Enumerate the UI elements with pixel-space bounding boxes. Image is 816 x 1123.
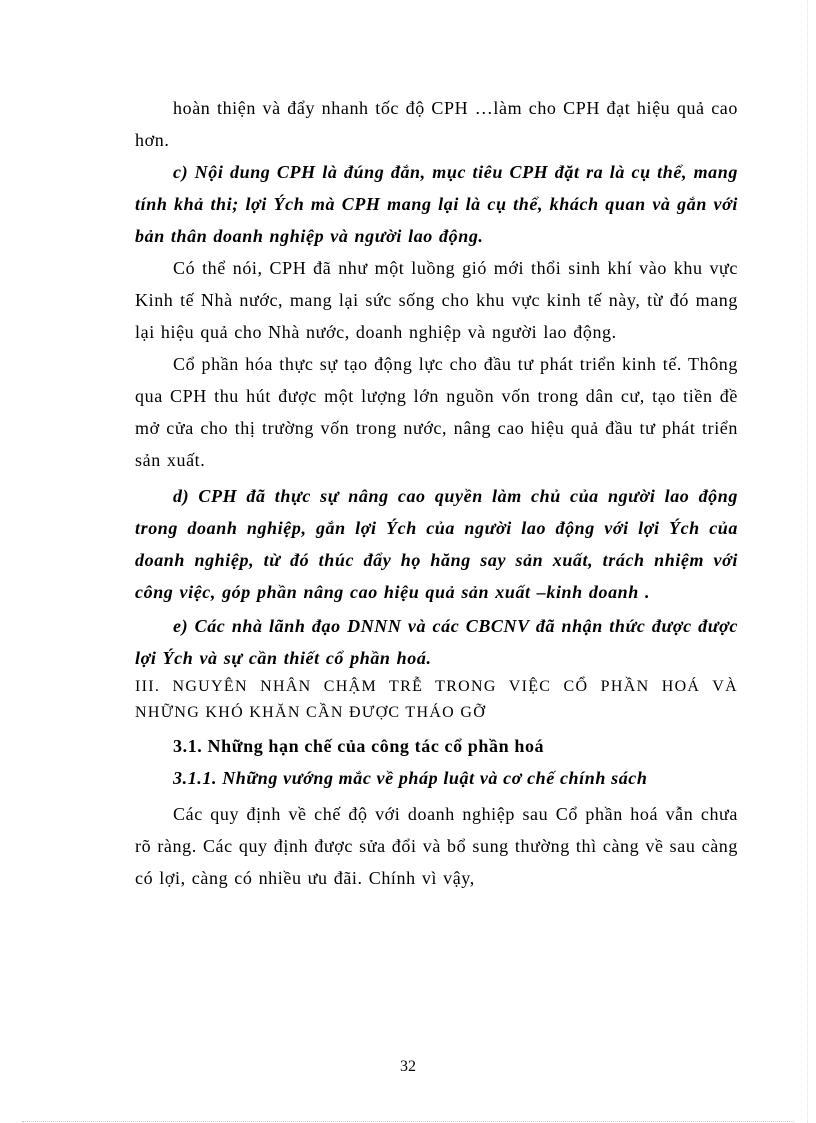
paragraph-regulations: Các quy định về chế độ với doanh nghiệp sau Cổ phần hoá vẫn chưa rõ ràng. Các quy định được sửa đổi và bổ sung thường thì càng về sau càng có lợi, càng có nhiều ưu đãi. Chính vì vậy, bbox=[135, 804, 738, 888]
paragraph-point-e: e) Các nhà lãnh đạo DNNN và các CBCNV đã nhận thức được được lợi Ých và sự cần thiết cổ phần hoá. bbox=[135, 616, 738, 668]
paragraph-new-wind: Có thể nói, CPH đã như một luồng gió mới thổi sinh khí vào khu vực Kinh tế Nhà nước, mang lại sức sống cho khu vực kinh tế này, từ đó mang lại hiệu quả cho Nhà nước, doanh nghiệp và người lao động. bbox=[135, 258, 738, 342]
page-body bbox=[135, 92, 738, 894]
paragraph-point-c: c) Nội dung CPH là đúng đắn, mục tiêu CPH đặt ra là cụ thể, mang tính khả thi; lợi Ých mà CPH mang lại là cụ thể, khách quan và gắn với bản thân doanh nghiệp và người lao động. bbox=[135, 162, 738, 246]
footer-rule bbox=[22, 1121, 794, 1122]
page-edge-rule bbox=[807, 0, 808, 1123]
page-number: 32 bbox=[400, 1058, 416, 1075]
section-heading: III. NGUYÊN NHÂN CHẬM TRỄ TRONG VIỆC CỔ PHẦN HOÁ VÀ NHỮNG KHÓ KHĂN CẦN ĐƯỢC THÁO GỠ bbox=[135, 678, 738, 721]
paragraph-point-d: d) CPH đã thực sự nâng cao quyền làm chủ của người lao động trong doanh nghiệp, gắn lợi Ých của người lao động với lợi Ých của doanh nghiệp, từ đó thúc đẩy họ hăng say sản xuất, trách nhiệm với công việc, góp phần nâng cao hiệu quả sản xuất –kinh doanh . bbox=[135, 486, 738, 602]
paragraph-cph-efficiency: hoàn thiện và đẩy nhanh tốc độ CPH …làm cho CPH đạt hiệu quả cao hơn. bbox=[135, 98, 738, 150]
subheading-limitations: 3.1. Những hạn chế của công tác cổ phần hoá bbox=[173, 736, 545, 756]
subheading-legal-obstacles: 3.1.1. Những vướng mắc về pháp luật và cơ chế chính sách bbox=[173, 768, 648, 788]
paragraph-investment-motivation: Cổ phần hóa thực sự tạo động lực cho đầu tư phát triển kinh tế. Thông qua CPH thu hút được một lượng lớn nguồn vốn trong dân cư, tạo tiền đề mở cửa cho thị trường vốn trong nước, nâng cao hiệu quả đầu tư phát triển sản xuất. bbox=[135, 354, 738, 470]
